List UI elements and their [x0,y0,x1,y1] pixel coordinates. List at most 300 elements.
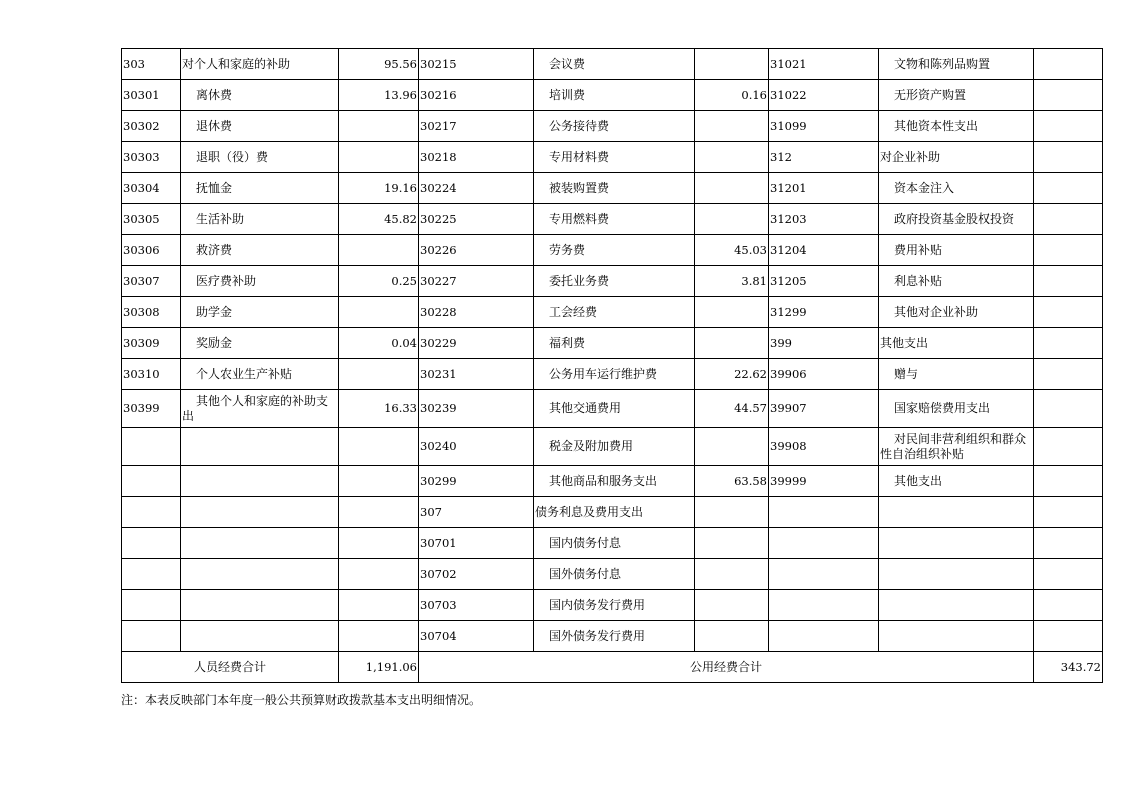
amount-cell [339,466,419,497]
code-cell [769,49,879,80]
amount-cell-text: 22.62 [734,366,767,381]
table-row [122,497,1103,528]
item-name-cell [534,390,695,428]
item-name-cell [879,297,1034,328]
code-cell [769,235,879,266]
public-total-value: 343.72 [1034,652,1103,683]
amount-cell [695,428,769,466]
personnel-total-value: 1,191.06 [339,652,419,683]
table-row [122,111,1103,142]
code-cell [769,297,879,328]
amount-cell [339,328,419,359]
amount-cell [695,559,769,590]
table-body [122,49,1103,652]
code-cell [122,497,181,528]
item-name-cell-text: 被装购置费 [549,180,610,195]
code-cell-text: 30301 [123,87,160,102]
amount-cell [1034,235,1103,266]
amount-cell-text: 19.16 [384,180,417,195]
item-name-cell [181,49,339,80]
amount-cell [1034,559,1103,590]
code-cell [419,590,534,621]
code-cell [122,204,181,235]
code-cell-text: 399 [770,335,792,350]
code-cell [769,204,879,235]
item-name-cell-text: 政府投资基金股权投资 [894,211,1015,226]
item-name-cell [181,235,339,266]
code-cell [769,359,879,390]
amount-cell [1034,466,1103,497]
amount-cell-text: 3.81 [741,273,767,288]
item-name-cell-text: 退职（役）费 [196,149,269,164]
code-cell-text: 30702 [420,566,457,581]
item-name-cell [534,80,695,111]
table-row [122,173,1103,204]
code-cell-text: 30225 [420,211,457,226]
amount-cell [695,590,769,621]
code-cell-text: 30701 [420,535,457,550]
code-cell [419,497,534,528]
code-cell [122,142,181,173]
item-name-cell [181,621,339,652]
code-cell-text: 30308 [123,304,160,319]
code-cell-text: 312 [770,149,792,164]
table-row [122,235,1103,266]
table-row [122,328,1103,359]
code-cell [769,621,879,652]
code-cell-text: 39999 [770,473,807,488]
amount-cell [339,621,419,652]
table-row [122,590,1103,621]
code-cell [122,111,181,142]
code-cell [419,49,534,80]
item-name-cell-text: 赠与 [894,366,919,381]
item-name-cell [181,142,339,173]
code-cell [122,173,181,204]
code-cell-text: 30217 [420,118,457,133]
code-cell-text: 30303 [123,149,160,164]
code-cell [769,266,879,297]
amount-cell [339,173,419,204]
footnote: 注：本表反映部门本年度一般公共预算财政拨款基本支出明细情况。 [121,693,482,707]
item-name-cell-text: 其他商品和服务支出 [549,473,658,488]
amount-cell-text: 95.56 [384,56,417,71]
amount-cell [695,297,769,328]
item-name-cell-text: 其他个人和家庭的补助支出 [182,393,329,423]
table-row [122,428,1103,466]
amount-cell [1034,80,1103,111]
code-cell [122,328,181,359]
code-cell-text: 31022 [770,87,807,102]
item-name-cell [181,528,339,559]
amount-cell-text: 63.58 [734,473,767,488]
code-cell-text: 31299 [770,304,807,319]
code-cell-text: 31201 [770,180,807,195]
amount-cell [1034,621,1103,652]
amount-cell [695,111,769,142]
item-name-cell [181,80,339,111]
item-name-cell-text: 助学金 [196,304,233,319]
item-name-cell [879,428,1034,466]
item-name-cell [879,528,1034,559]
item-name-cell-text: 其他对企业补助 [894,304,979,319]
code-cell-text: 30304 [123,180,160,195]
amount-cell [1034,173,1103,204]
amount-cell [339,528,419,559]
item-name-cell [879,497,1034,528]
code-cell [769,80,879,111]
item-name-cell-text: 税金及附加费用 [549,439,634,453]
item-name-cell-text: 离休费 [196,87,233,102]
code-cell [419,621,534,652]
amount-cell [339,142,419,173]
code-cell [122,428,181,466]
personnel-total-label: 人员经费合计 [122,652,339,683]
item-name-cell-text: 专用材料费 [549,149,610,164]
code-cell-text: 30229 [420,335,457,350]
item-name-cell [879,328,1034,359]
item-name-cell [879,559,1034,590]
amount-cell [1034,497,1103,528]
item-name-cell [181,328,339,359]
item-name-cell-text: 资本金注入 [894,180,955,195]
item-name-cell [181,266,339,297]
code-cell [122,359,181,390]
item-name-cell-text: 费用补贴 [894,242,943,257]
code-cell-text: 39906 [770,366,807,381]
item-name-cell [879,621,1034,652]
code-cell [419,297,534,328]
code-cell [122,49,181,80]
amount-cell [695,390,769,428]
item-name-cell-text: 劳务费 [549,242,586,257]
totals-row [122,652,1103,683]
amount-cell-text: 0.25 [391,273,417,288]
amount-cell [1034,328,1103,359]
amount-cell [1034,528,1103,559]
item-name-cell [534,466,695,497]
code-cell [419,428,534,466]
table-row [122,80,1103,111]
code-cell-text: 39907 [770,401,807,415]
amount-cell [695,328,769,359]
item-name-cell [534,142,695,173]
code-cell [769,466,879,497]
item-name-cell [181,559,339,590]
code-cell-text: 30226 [420,242,457,257]
item-name-cell [879,466,1034,497]
amount-cell [339,49,419,80]
code-cell-text: 30231 [420,366,457,381]
amount-cell-text: 16.33 [384,401,417,415]
amount-cell [1034,266,1103,297]
code-cell [769,142,879,173]
amount-cell [1034,142,1103,173]
amount-cell [339,559,419,590]
table-row [122,528,1103,559]
table-row [122,49,1103,80]
item-name-cell-text: 福利费 [549,335,586,350]
item-name-cell [534,266,695,297]
item-name-cell-text: 奖励金 [196,335,233,350]
item-name-cell-text: 国内债务发行费用 [549,597,646,612]
item-name-cell-text: 对个人和家庭的补助 [182,56,291,71]
code-cell-text: 30399 [123,401,160,415]
table-row [122,621,1103,652]
amount-cell [339,204,419,235]
code-cell [419,359,534,390]
code-cell [769,559,879,590]
item-name-cell [879,173,1034,204]
code-cell [419,142,534,173]
amount-cell [339,359,419,390]
amount-cell [339,297,419,328]
code-cell-text: 307 [420,504,442,519]
item-name-cell [879,235,1034,266]
amount-cell [1034,297,1103,328]
code-cell [419,466,534,497]
item-name-cell [534,235,695,266]
code-cell [769,428,879,466]
item-name-cell-text: 其他资本性支出 [894,118,979,133]
table-row [122,466,1103,497]
item-name-cell-text: 其他支出 [894,473,943,488]
item-name-cell-text: 个人农业生产补贴 [196,366,293,381]
item-name-cell [879,49,1034,80]
amount-cell [695,49,769,80]
item-name-cell [181,590,339,621]
item-name-cell [181,466,339,497]
amount-cell [339,235,419,266]
amount-cell [695,466,769,497]
code-cell [419,80,534,111]
amount-cell [695,80,769,111]
amount-cell-text: 0.16 [741,87,767,102]
item-name-cell-text: 生活补助 [196,211,245,226]
table-row [122,559,1103,590]
code-cell-text: 30224 [420,180,457,195]
table-row [122,359,1103,390]
item-name-cell [534,111,695,142]
item-name-cell-text: 退休费 [196,118,233,133]
code-cell [769,390,879,428]
amount-cell [695,235,769,266]
item-name-cell [181,111,339,142]
item-name-cell [534,328,695,359]
amount-cell-text: 0.04 [391,335,417,350]
table-row [122,142,1103,173]
code-cell-text: 30307 [123,273,160,288]
code-cell [122,390,181,428]
code-cell [122,466,181,497]
code-cell [122,266,181,297]
code-cell-text: 30215 [420,56,457,71]
amount-cell [339,590,419,621]
code-cell-text: 30703 [420,597,457,612]
item-name-cell [879,204,1034,235]
item-name-cell [534,621,695,652]
code-cell [769,528,879,559]
amount-cell [1034,49,1103,80]
code-cell [419,173,534,204]
item-name-cell [534,49,695,80]
code-cell-text: 31203 [770,211,807,226]
item-name-cell [534,428,695,466]
code-cell [122,297,181,328]
code-cell-text: 30302 [123,118,160,133]
amount-cell [695,497,769,528]
item-name-cell-text: 国家赔偿费用支出 [894,401,991,415]
item-name-cell-text: 债务利息及费用支出 [535,504,644,519]
item-name-cell [879,359,1034,390]
code-cell [419,204,534,235]
item-name-cell [181,428,339,466]
amount-cell [1034,204,1103,235]
item-name-cell-text: 国外债务发行费用 [549,628,646,643]
amount-cell [339,111,419,142]
table-row [122,204,1103,235]
code-cell-text: 31205 [770,273,807,288]
code-cell-text: 30216 [420,87,457,102]
item-name-cell-text: 对民间非营利组织和群众性自治组织补贴 [880,431,1027,461]
code-cell [122,590,181,621]
amount-cell [339,428,419,466]
item-name-cell [181,297,339,328]
code-cell-text: 30227 [420,273,457,288]
code-cell [122,235,181,266]
amount-cell-text: 45.03 [734,242,767,257]
amount-cell [339,497,419,528]
item-name-cell-text: 国内债务付息 [549,535,622,550]
code-cell [122,80,181,111]
table-row [122,266,1103,297]
item-name-cell [534,528,695,559]
item-name-cell-text: 医疗费补助 [196,273,257,288]
code-cell [419,528,534,559]
item-name-cell-text: 文物和陈列品购置 [894,56,991,71]
code-cell-text: 31021 [770,56,807,71]
item-name-cell [879,266,1034,297]
amount-cell [695,359,769,390]
item-name-cell-text: 其他交通费用 [549,401,622,415]
item-name-cell [879,590,1034,621]
item-name-cell-text: 工会经费 [549,304,598,319]
item-name-cell-text: 委托业务费 [549,273,610,288]
code-cell-text: 31099 [770,118,807,133]
item-name-cell [534,497,695,528]
item-name-cell [181,390,339,428]
amount-cell [339,80,419,111]
code-cell [769,590,879,621]
amount-cell [1034,359,1103,390]
amount-cell [1034,428,1103,466]
code-cell [122,559,181,590]
item-name-cell-text: 其他支出 [880,335,929,350]
code-cell-text: 30228 [420,304,457,319]
expenditure-table [121,48,1103,683]
amount-cell [1034,111,1103,142]
item-name-cell [534,590,695,621]
item-name-cell [181,359,339,390]
code-cell [419,559,534,590]
item-name-cell [534,559,695,590]
table-row [122,390,1103,428]
code-cell-text: 30704 [420,628,457,643]
amount-cell [695,142,769,173]
item-name-cell [879,80,1034,111]
item-name-cell [534,204,695,235]
code-cell-text: 30306 [123,242,160,257]
code-cell-text: 39908 [770,439,807,453]
code-cell [769,497,879,528]
code-cell [419,111,534,142]
amount-cell [695,528,769,559]
code-cell [769,328,879,359]
amount-cell [1034,390,1103,428]
code-cell [419,266,534,297]
item-name-cell-text: 抚恤金 [196,180,233,195]
item-name-cell [879,390,1034,428]
item-name-cell [879,142,1034,173]
code-cell-text: 30239 [420,401,457,415]
amount-cell [695,621,769,652]
code-cell-text: 30240 [420,439,457,453]
amount-cell [695,173,769,204]
table-row [122,297,1103,328]
item-name-cell-text: 无形资产购置 [894,87,967,102]
amount-cell [695,266,769,297]
code-cell-text: 303 [123,56,145,71]
item-name-cell-text: 救济费 [196,242,233,257]
item-name-cell-text: 公务接待费 [549,118,610,133]
item-name-cell-text: 公务用车运行维护费 [549,366,658,381]
code-cell [419,390,534,428]
amount-cell-text: 13.96 [384,87,417,102]
amount-cell-text: 44.57 [734,401,767,415]
code-cell-text: 31204 [770,242,807,257]
code-cell [419,235,534,266]
item-name-cell [181,204,339,235]
item-name-cell-text: 对企业补助 [880,149,941,164]
item-name-cell-text: 培训费 [549,87,586,102]
code-cell-text: 30309 [123,335,160,350]
item-name-cell-text: 利息补贴 [894,273,943,288]
item-name-cell-text: 国外债务付息 [549,566,622,581]
amount-cell [1034,590,1103,621]
amount-cell [339,390,419,428]
item-name-cell [534,173,695,204]
item-name-cell [879,111,1034,142]
public-total-label: 公用经费合计 [419,652,1034,683]
item-name-cell [181,173,339,204]
amount-cell-text: 45.82 [384,211,417,226]
item-name-cell-text: 专用燃料费 [549,211,610,226]
item-name-cell-text: 会议费 [549,56,586,71]
amount-cell [339,266,419,297]
code-cell [769,111,879,142]
item-name-cell [534,359,695,390]
code-cell [122,621,181,652]
code-cell-text: 30305 [123,211,160,226]
code-cell-text: 30310 [123,366,160,381]
code-cell [122,528,181,559]
code-cell [419,328,534,359]
code-cell [769,173,879,204]
item-name-cell [534,297,695,328]
code-cell-text: 30218 [420,149,457,164]
code-cell-text: 30299 [420,473,457,488]
amount-cell [695,204,769,235]
